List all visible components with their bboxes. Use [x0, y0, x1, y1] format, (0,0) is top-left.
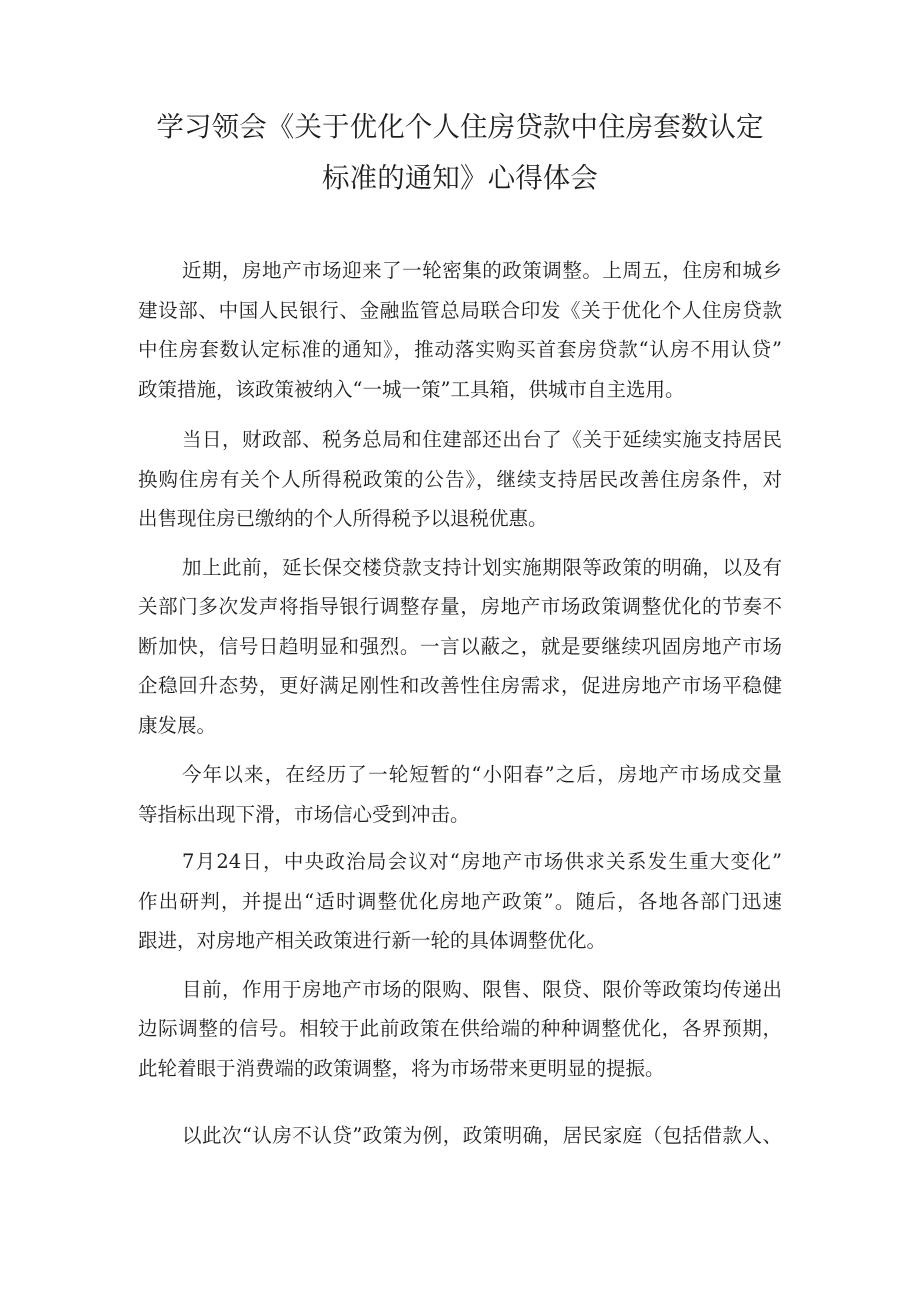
text-line: 近期，房地产市场迎来了一轮密集的政策调整。上周五，住房和城乡 [182, 259, 782, 282]
paragraph [138, 420, 782, 539]
text-line: 当日，财政部、税务总局和住建部还出台了《关于延续实施支持居民 [182, 428, 782, 451]
text-line: 今年以来，在经历了一轮短暂的“小阳春”之后，房地产市场成交量 [182, 763, 782, 786]
text-line: 断加快，信号日趋明显和强烈。一言以蔽之，就是要继续巩固房地产市场 [138, 634, 782, 658]
text-line: 边际调整的信号。相较于此前政策在供给端的种种调整优化，各界预期， [138, 1017, 782, 1040]
paragraph [138, 842, 782, 961]
title-line: 学习领会《关于优化个人住房贷款中住房套数认定 [156, 111, 764, 143]
text-line: 企稳回升态势，更好满足刚性和改善性住房需求，促进房地产市场平稳健 [138, 674, 782, 697]
paragraph [138, 970, 782, 1089]
paragraph [138, 548, 782, 746]
text-line: 7月24日，中央政治局会议对“房地产市场供求关系发生重大变化” [182, 850, 782, 873]
document-title [0, 102, 920, 204]
paragraph [138, 755, 782, 834]
title-line: 标准的通知》心得体会 [322, 162, 598, 194]
paragraph [138, 251, 782, 409]
text-line: 康发展。 [138, 713, 217, 737]
text-line: 加上此前，延长保交楼贷款支持计划实施期限等政策的明确，以及有 [182, 555, 782, 579]
text-line: 作出研判，并提出“适时调整优化房地产政策”。随后，各地各部门迅速 [138, 889, 782, 913]
text-line: 出售现住房已缴纳的个人所得税予以退税优惠。 [138, 507, 548, 530]
text-line: 等指标出现下滑，市场信心受到冲击。 [138, 802, 470, 826]
text-line: 关部门多次发声将指导银行调整存量，房地产市场政策调整优化的节奏不 [138, 595, 782, 618]
document-body [138, 251, 782, 1156]
text-line: 换购住房有关个人所得税政策的公告》，继续支持居民改善住房条件，对 [138, 467, 782, 491]
paragraph [138, 1116, 782, 1156]
text-line: 中住房套数认定标准的通知》，推动落实购买首套房贷款“认房不用认贷” [138, 338, 782, 361]
text-line: 以此次“认房不认贷”政策为例，政策明确，居民家庭（包括借款人、 [182, 1124, 782, 1147]
text-line: 此轮着眼于消费端的政策调整，将为市场带来更明显的提振。 [138, 1056, 665, 1080]
text-line: 目前，作用于房地产市场的限购、限售、限贷、限价等政策均传递出 [182, 977, 782, 1001]
text-line: 建设部、中国人民银行、金融监管总局联合印发《关于优化个人住房贷款 [138, 298, 782, 322]
text-line: 政策措施，该政策被纳入“一城一策”工具箱，供城市自主选用。 [138, 377, 685, 401]
text-line: 跟进，对房地产相关政策进行新一轮的具体调整优化。 [138, 929, 607, 952]
